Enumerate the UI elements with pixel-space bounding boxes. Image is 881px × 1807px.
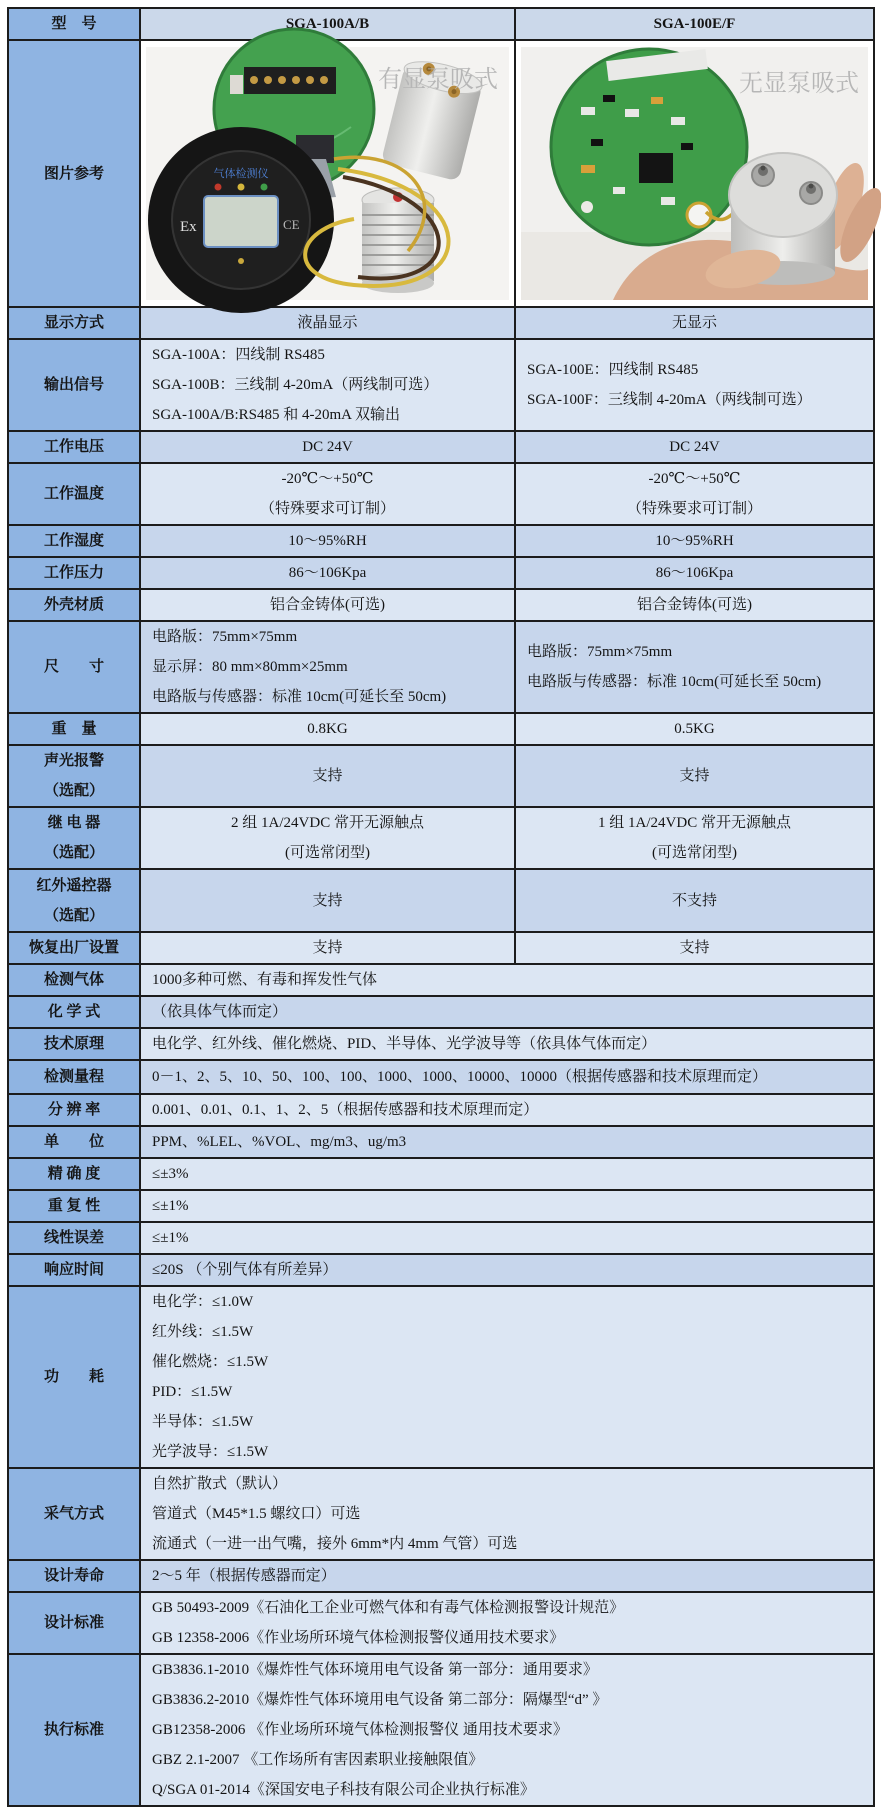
cell-display-mode-a: 液晶显示 [140, 307, 515, 339]
cell-linearity-error: ≤±1% [140, 1222, 874, 1254]
cell-working-temperature-b: -20℃～+50℃ （特殊要求可订制） [515, 463, 874, 525]
svg-text:Ex: Ex [180, 219, 197, 235]
spec-row-repeatability [8, 1190, 874, 1222]
spec-row-ir-remote [8, 869, 874, 932]
photo-with-display-pump [146, 47, 509, 300]
row-label-image-reference: 图片参考 [8, 40, 140, 307]
spec-row-dimensions [8, 621, 874, 713]
row-label-working-humidity: 工作湿度 [8, 525, 140, 557]
row-label-response-time: 响应时间 [8, 1254, 140, 1286]
header-model-a: SGA-100A/B [140, 8, 515, 40]
watermark-with-display: 有显泵吸式 [378, 67, 498, 93]
spec-row-power-consumption [8, 1286, 874, 1468]
cell-shell-material-b: 铝合金铸体(可选) [515, 589, 874, 621]
cell-ir-remote-b: 不支持 [515, 869, 874, 932]
cell-execution-standard: GB3836.1-2010《爆炸性气体环境用电气设备 第一部分：通用要求》 GB3836.2-2010《爆炸性气体环境用电气设备 第二部分：隔爆型“d” 》 GB12358-2006 《作业场所环境气体检测报警仪 通用技术要求》 GBZ 2.1-2007 《工作场所有害因素职业接触限值》 Q/SGA 01-2014《深国安电子科技有限公司企业执行标准》 [140, 1654, 874, 1806]
spec-row-detect-range [8, 1060, 874, 1094]
row-label-unit: 单 位 [8, 1126, 140, 1158]
cell-design-standard: GB 50493-2009《石油化工企业可燃气体和有毒气体检测报警设计规范》 GB 12358-2006《作业场所环境气体检测报警仪通用技术要求》 [140, 1592, 874, 1654]
row-label-accuracy: 精 确 度 [8, 1158, 140, 1190]
photo-no-display-pump [521, 47, 868, 300]
row-label-resolution: 分 辨 率 [8, 1094, 140, 1126]
row-label-power-consumption: 功 耗 [8, 1286, 140, 1468]
spec-row-design-life [8, 1560, 874, 1592]
cell-sampling-method: 自然扩散式（默认） 管道式（M45*1.5 螺纹口）可选 流通式（一进一出气嘴，接外 6mm*内 4mm 气管）可选 [140, 1468, 874, 1560]
row-label-shell-material: 外壳材质 [8, 589, 140, 621]
row-label-execution-standard: 执行标准 [8, 1654, 140, 1806]
watermark-no-display: 无显泵吸式 [739, 71, 859, 97]
row-label-tech-principle: 技术原理 [8, 1028, 140, 1060]
cell-detect-gas: 1000多种可燃、有毒和挥发性气体 [140, 964, 874, 996]
spec-row-sampling-method [8, 1468, 874, 1560]
cell-tech-principle: 电化学、红外线、催化燃烧、PID、半导体、光学波导等（依具体气体而定） [140, 1028, 874, 1060]
cell-response-time: ≤20S （个别气体有所差异） [140, 1254, 874, 1286]
spec-row-unit [8, 1126, 874, 1158]
row-label-audible-visual-alarm: 声光报警 （选配） [8, 745, 140, 807]
cell-factory-reset-b: 支持 [515, 932, 874, 964]
pcb-board-icon [551, 49, 747, 245]
cell-working-humidity-b: 10～95%RH [515, 525, 874, 557]
cell-audible-visual-alarm-b: 支持 [515, 745, 874, 807]
spec-row-display-mode [8, 307, 874, 339]
table-header-row [8, 8, 874, 40]
spec-row-factory-reset [8, 932, 874, 964]
product-photo-sga-100ef [515, 40, 874, 307]
gauge-display-icon [148, 127, 334, 313]
cell-weight-a: 0.8KG [140, 713, 515, 745]
spec-row-linearity-error [8, 1222, 874, 1254]
spec-table [7, 7, 875, 1807]
cell-unit: PPM、%LEL、%VOL、mg/m3、ug/m3 [140, 1126, 874, 1158]
cell-factory-reset-a: 支持 [140, 932, 515, 964]
spec-row-chemical-formula [8, 996, 874, 1028]
cell-relay-a: 2 组 1A/24VDC 常开无源触点 (可选常闭型) [140, 807, 515, 869]
cell-detect-range: 0－1、2、5、10、50、100、100、1000、1000、10000、10000（根据传感器和技术原理而定） [140, 1060, 874, 1094]
cell-working-humidity-a: 10～95%RH [140, 525, 515, 557]
spec-row-design-standard [8, 1592, 874, 1654]
cell-audible-visual-alarm-a: 支持 [140, 745, 515, 807]
header-model-label: 型 号 [8, 8, 140, 40]
cell-repeatability: ≤±1% [140, 1190, 874, 1222]
svg-text:CE: CE [283, 217, 300, 232]
spec-row-working-pressure [8, 557, 874, 589]
row-label-relay: 继 电 器 （选配） [8, 807, 140, 869]
spec-row-accuracy [8, 1158, 874, 1190]
cell-working-temperature-a: -20℃～+50℃ （特殊要求可订制） [140, 463, 515, 525]
cell-output-signal-a: SGA-100A：四线制 RS485 SGA-100B：三线制 4-20mA（两线制可选） SGA-100A/B:RS485 和 4-20mA 双输出 [140, 339, 515, 431]
row-label-sampling-method: 采气方式 [8, 1468, 140, 1560]
spec-row-working-voltage [8, 431, 874, 463]
spec-row-detect-gas [8, 964, 874, 996]
spec-row-working-temperature [8, 463, 874, 525]
cell-working-pressure-a: 86～106Kpa [140, 557, 515, 589]
cell-chemical-formula: （依具体气体而定） [140, 996, 874, 1028]
row-label-design-life: 设计寿命 [8, 1560, 140, 1592]
cell-relay-b: 1 组 1A/24VDC 常开无源触点 (可选常闭型) [515, 807, 874, 869]
spec-row-working-humidity [8, 525, 874, 557]
row-label-display-mode: 显示方式 [8, 307, 140, 339]
row-label-detect-range: 检测量程 [8, 1060, 140, 1094]
cell-design-life: 2～5 年（根据传感器而定） [140, 1560, 874, 1592]
cell-dimensions-a: 电路版：75mm×75mm 显示屏：80 mm×80mm×25mm 电路版与传感器：标准 10cm(可延长至 50cm) [140, 621, 515, 713]
row-label-chemical-formula: 化 学 式 [8, 996, 140, 1028]
spec-row-weight [8, 713, 874, 745]
header-model-b: SGA-100E/F [515, 8, 874, 40]
cell-resolution: 0.001、0.01、0.1、1、2、5（根据传感器和技术原理而定） [140, 1094, 874, 1126]
row-label-dimensions: 尺 寸 [8, 621, 140, 713]
row-label-working-temperature: 工作温度 [8, 463, 140, 525]
row-label-design-standard: 设计标准 [8, 1592, 140, 1654]
image-reference-row [8, 40, 874, 307]
cell-ir-remote-a: 支持 [140, 869, 515, 932]
row-label-output-signal: 输出信号 [8, 339, 140, 431]
spec-row-output-signal [8, 339, 874, 431]
cell-output-signal-b: SGA-100E：四线制 RS485 SGA-100F：三线制 4-20mA（两线制可选） [515, 339, 874, 431]
cell-weight-b: 0.5KG [515, 713, 874, 745]
spec-row-tech-principle [8, 1028, 874, 1060]
product-photo-sga-100ab [140, 40, 515, 307]
cell-working-pressure-b: 86～106Kpa [515, 557, 874, 589]
row-label-working-voltage: 工作电压 [8, 431, 140, 463]
spec-row-audible-visual-alarm [8, 745, 874, 807]
row-label-factory-reset: 恢复出厂设置 [8, 932, 140, 964]
cell-working-voltage-b: DC 24V [515, 431, 874, 463]
spec-row-resolution [8, 1094, 874, 1126]
row-label-weight: 重 量 [8, 713, 140, 745]
spec-row-execution-standard [8, 1654, 874, 1806]
row-label-working-pressure: 工作压力 [8, 557, 140, 589]
row-label-detect-gas: 检测气体 [8, 964, 140, 996]
cell-shell-material-a: 铝合金铸体(可选) [140, 589, 515, 621]
row-label-linearity-error: 线性误差 [8, 1222, 140, 1254]
svg-text:气体检测仪: 气体检测仪 [213, 168, 269, 180]
spec-rows-body [8, 307, 874, 1806]
cell-display-mode-b: 无显示 [515, 307, 874, 339]
cell-power-consumption: 电化学：≤1.0W 红外线：≤1.5W 催化燃烧：≤1.5W PID：≤1.5W 半导体：≤1.5W 光学波导：≤1.5W [140, 1286, 874, 1468]
row-label-repeatability: 重 复 性 [8, 1190, 140, 1222]
cell-dimensions-b: 电路版：75mm×75mm 电路版与传感器：标准 10cm(可延长至 50cm) [515, 621, 874, 713]
cell-accuracy: ≤±3% [140, 1158, 874, 1190]
cell-working-voltage-a: DC 24V [140, 431, 515, 463]
spec-row-relay [8, 807, 874, 869]
spec-row-response-time [8, 1254, 874, 1286]
spec-row-shell-material [8, 589, 874, 621]
row-label-ir-remote: 红外遥控器 （选配） [8, 869, 140, 932]
